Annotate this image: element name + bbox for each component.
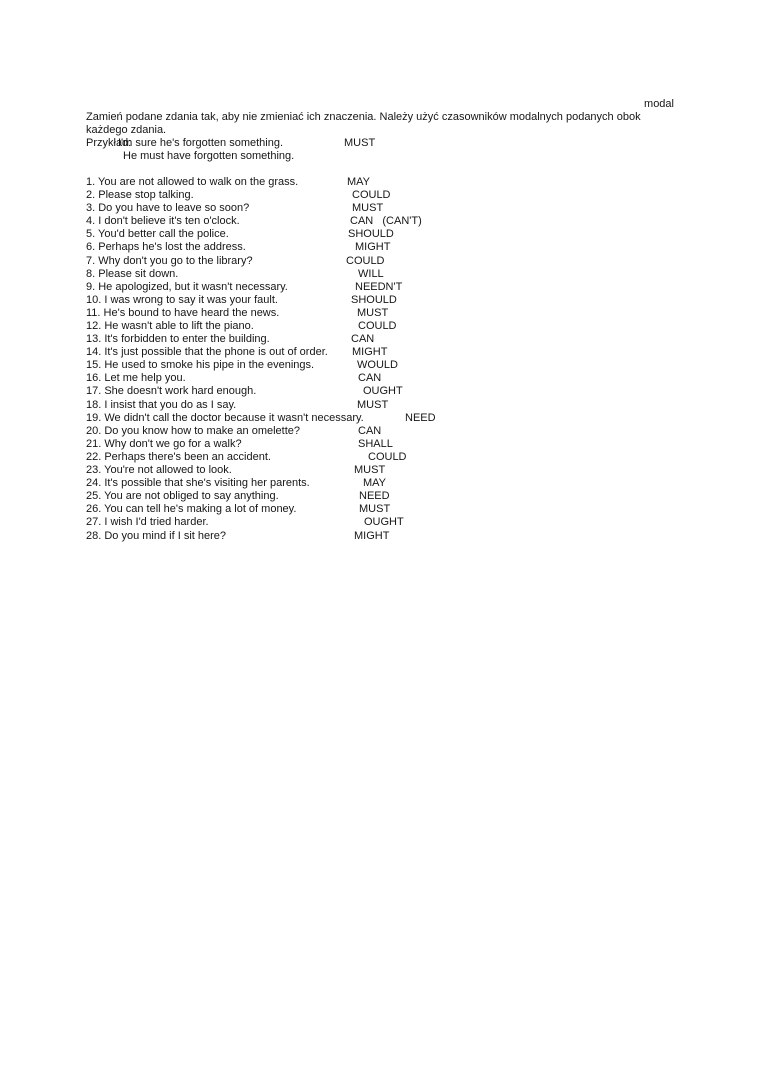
- list-item: [86, 320, 674, 333]
- item-modal: WOULD: [357, 359, 398, 372]
- document-body: [86, 98, 674, 543]
- item-sentence: 12. He wasn't able to lift the piano.: [86, 320, 254, 332]
- item-modal: NEEDN'T: [355, 280, 403, 293]
- list-item: [86, 451, 674, 464]
- item-modal: NEED: [405, 411, 436, 424]
- item-modal: CAN: [358, 424, 382, 437]
- list-item: [86, 333, 674, 346]
- list-item: [86, 372, 674, 385]
- item-modal: CAN: [351, 333, 375, 346]
- item-modal: MUST: [357, 306, 389, 319]
- item-sentence: 23. You're not allowed to look.: [86, 464, 232, 477]
- item-modal: MUST: [354, 464, 386, 477]
- list-item: [86, 516, 674, 529]
- item-sentence: 24. It's possible that she's visiting her parents.: [86, 477, 310, 490]
- list-item: [86, 268, 674, 281]
- item-sentence: 13. It's forbidden to enter the building.: [86, 333, 270, 346]
- list-item: [86, 438, 674, 451]
- list-item: [86, 503, 674, 516]
- list-item: [86, 215, 674, 228]
- instructions-line2: każdego zdania.: [86, 124, 167, 137]
- item-sentence: 15. He used to smoke his pipe in the evenings.: [86, 359, 315, 372]
- item-modal: COULD: [358, 320, 397, 332]
- example-label: Przykład:: [86, 137, 132, 150]
- item-sentence: 28. Do you mind if I sit here?: [86, 529, 227, 542]
- item-modal: MIGHT: [354, 529, 390, 542]
- item-modal: OUGHT: [364, 516, 404, 529]
- list-item: [86, 490, 674, 503]
- item-modal: COULD: [352, 189, 391, 202]
- list-item: [86, 307, 674, 320]
- example-sentence: I'm sure he's forgotten something.: [118, 137, 284, 150]
- list-item: [86, 399, 674, 412]
- list-item: [86, 241, 674, 254]
- item-sentence: 11. He's bound to have heard the news.: [86, 306, 280, 319]
- item-sentence: 2. Please stop talking.: [86, 189, 194, 202]
- item-sentence: 19. We didn't call the doctor because it wasn't necessary.: [86, 411, 364, 424]
- list-item: [86, 176, 674, 189]
- item-modal: CAN: [358, 372, 382, 385]
- instructions-line1: Zamień podane zdania tak, aby nie zmieniać ich znaczenia. Należy użyć czasowników modalnych podanych obok: [86, 111, 641, 124]
- page-tag: modal: [644, 98, 674, 110]
- item-modal: SHALL: [358, 437, 393, 450]
- list-item: [86, 359, 674, 372]
- item-modal: WILL: [358, 267, 384, 280]
- item-modal: MUST: [357, 398, 389, 411]
- item-modal: NEED: [359, 490, 390, 503]
- list-item: [86, 202, 674, 215]
- item-modal: MUST: [359, 503, 391, 516]
- item-sentence: 25. You are not obliged to say anything.: [86, 490, 279, 503]
- item-sentence: 8. Please sit down.: [86, 267, 179, 280]
- item-modal: MIGHT: [352, 346, 388, 359]
- item-sentence: 10. I was wrong to say it was your fault.: [86, 293, 278, 306]
- item-modal: SHOULD: [348, 228, 394, 241]
- item-sentence: 22. Perhaps there's been an accident.: [86, 450, 271, 463]
- item-modal: OUGHT: [363, 385, 403, 398]
- item-modal: CAN (CAN'T): [350, 215, 422, 228]
- item-sentence: 27. I wish I'd tried harder.: [86, 516, 209, 529]
- item-modal: COULD: [346, 254, 385, 267]
- item-sentence: 1. You are not allowed to walk on the grass.: [86, 175, 299, 188]
- list-item: [86, 425, 674, 438]
- item-sentence: 21. Why don't we go for a walk?: [86, 437, 242, 450]
- item-sentence: 9. He apologized, but it wasn't necessary.: [86, 280, 288, 293]
- list-item: [86, 477, 674, 490]
- list-item: [86, 346, 674, 359]
- item-modal: COULD: [368, 450, 407, 463]
- item-modal: MUST: [352, 202, 384, 215]
- item-sentence: 14. It's just possible that the phone is out of order.: [86, 346, 328, 359]
- list-item: [86, 228, 674, 241]
- list-item: [86, 189, 674, 202]
- item-sentence: 4. I don't believe it's ten o'clock.: [86, 215, 240, 228]
- item-modal: MAY: [347, 175, 371, 188]
- item-sentence: 16. Let me help you.: [86, 372, 186, 385]
- list-item: [86, 464, 674, 477]
- sentence-list: [86, 176, 674, 543]
- example-row: [86, 137, 674, 150]
- item-sentence: 3. Do you have to leave so soon?: [86, 202, 250, 215]
- list-item: [86, 294, 674, 307]
- list-item: [86, 530, 674, 543]
- item-sentence: 7. Why don't you go to the library?: [86, 254, 253, 267]
- list-item: [86, 255, 674, 268]
- item-sentence: 20. Do you know how to make an omelette?: [86, 424, 301, 437]
- item-modal: MAY: [363, 477, 387, 490]
- item-sentence: 26. You can tell he's making a lot of money.: [86, 503, 297, 516]
- example-answer: He must have forgotten something.: [123, 150, 295, 163]
- item-sentence: 17. She doesn't work hard enough.: [86, 385, 257, 398]
- example-modal: MUST: [344, 137, 376, 150]
- list-item: [86, 412, 674, 425]
- list-item: [86, 281, 674, 294]
- list-item: [86, 385, 674, 398]
- item-sentence: 5. You'd better call the police.: [86, 228, 229, 241]
- item-sentence: 18. I insist that you do as I say.: [86, 398, 237, 411]
- item-modal: SHOULD: [351, 293, 397, 306]
- item-sentence: 6. Perhaps he's lost the address.: [86, 241, 246, 254]
- item-modal: MIGHT: [355, 241, 391, 254]
